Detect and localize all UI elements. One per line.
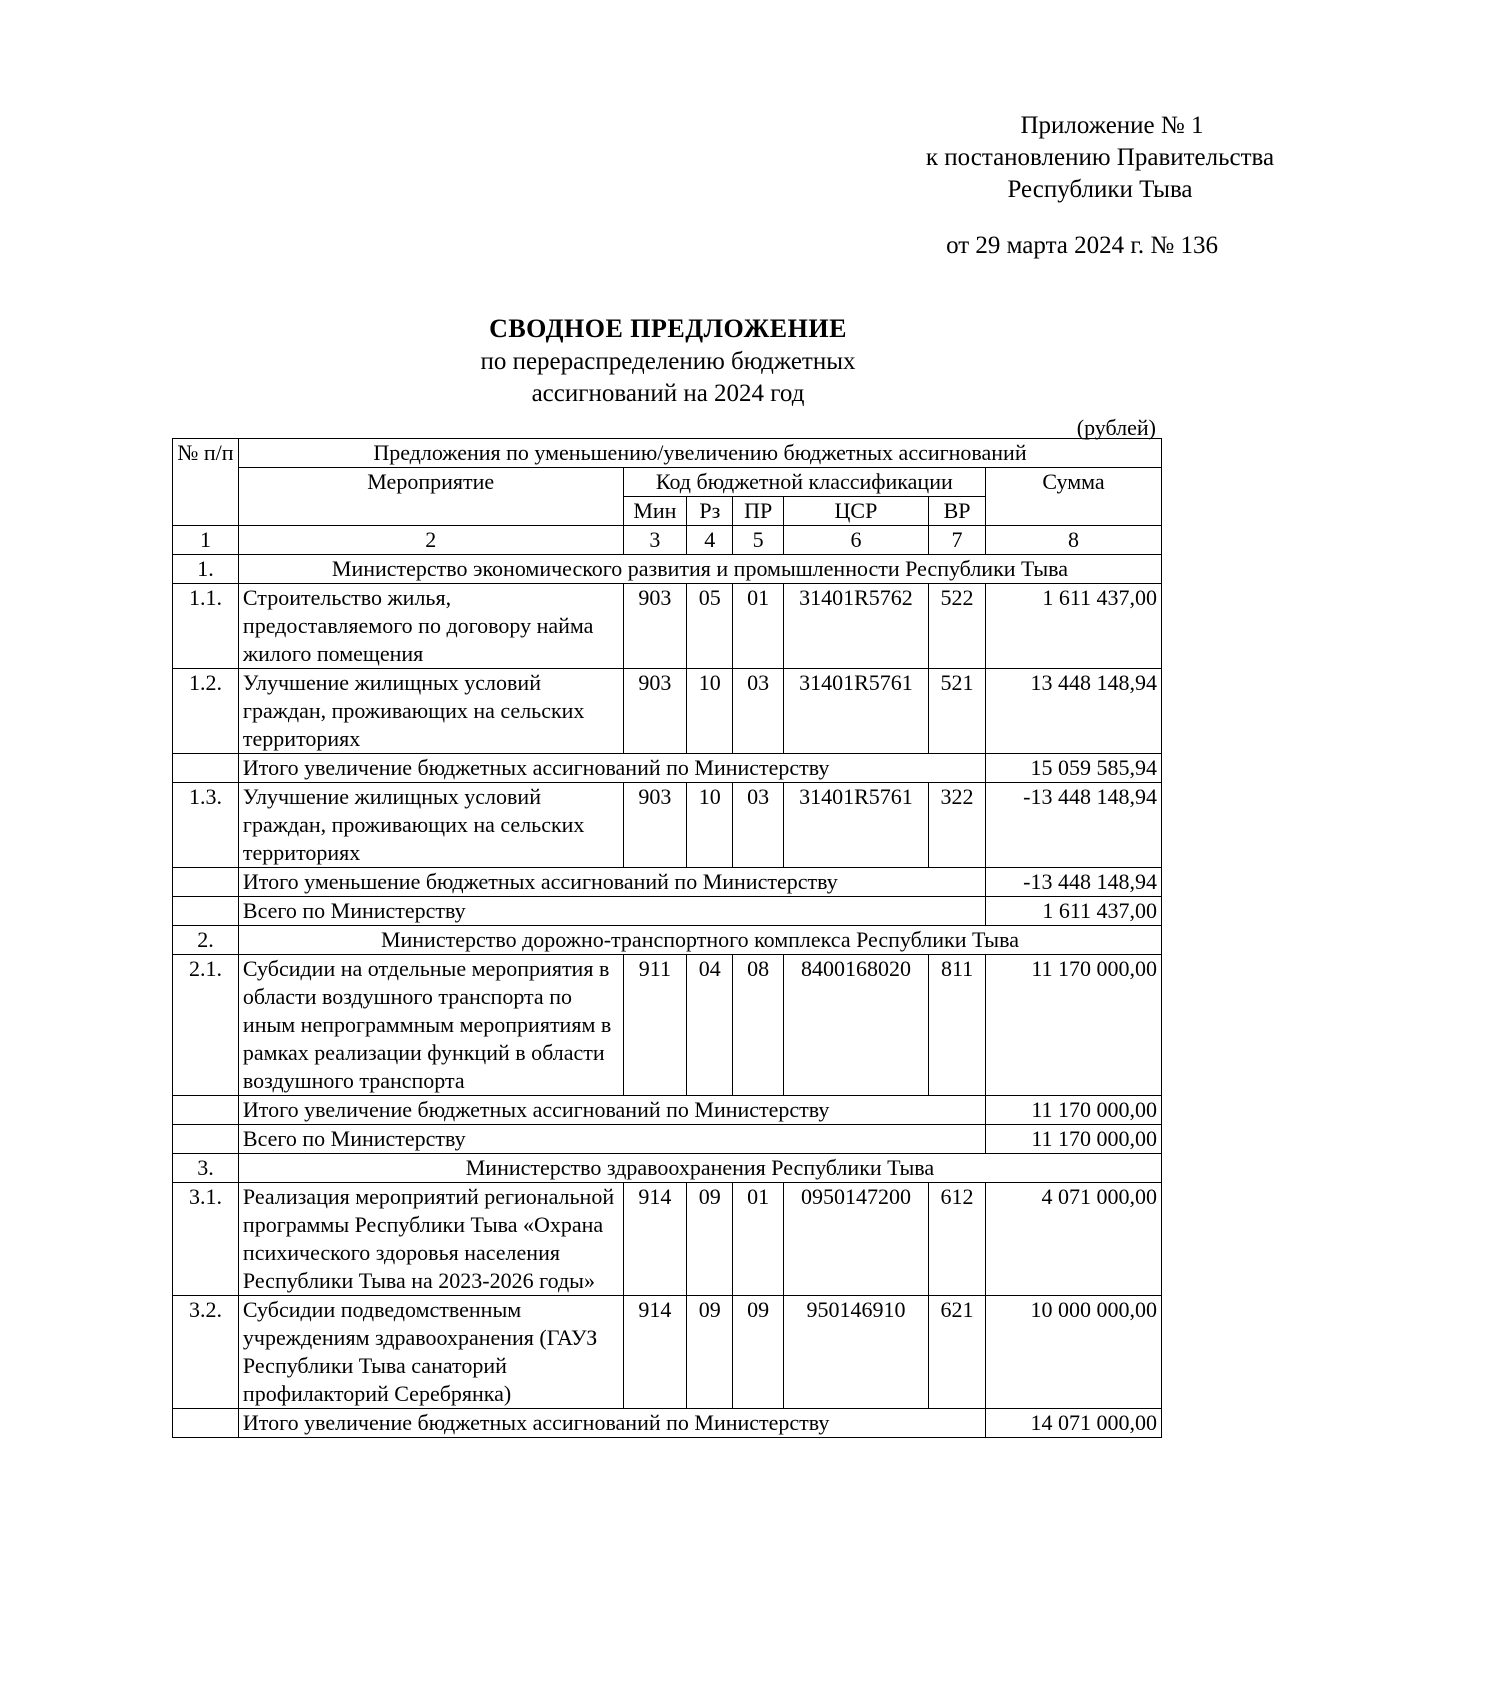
row-pr: 08 xyxy=(733,955,784,1096)
row-vr: 612 xyxy=(928,1183,985,1296)
header-csr: ЦСР xyxy=(783,497,928,526)
header-sum: Сумма xyxy=(986,468,1162,526)
row-event: Улучшение жилищных условий граждан, проживающих на сельских территориях xyxy=(238,783,623,868)
row-sum: 4 071 000,00 xyxy=(986,1183,1162,1296)
table-row xyxy=(173,783,1162,868)
table-row xyxy=(173,1183,1162,1296)
unit-label: (рублей) xyxy=(1076,415,1156,440)
row-number: 1.1. xyxy=(173,584,239,669)
row-pr: 01 xyxy=(733,1183,784,1296)
row-csr: 8400168020 xyxy=(783,955,928,1096)
colnum: 7 xyxy=(928,526,985,555)
table-row xyxy=(173,669,1162,754)
header-min: Мин xyxy=(623,497,687,526)
table-row xyxy=(173,584,1162,669)
document-title xyxy=(168,312,1168,410)
section-row xyxy=(173,926,1162,955)
row-number: 1.3. xyxy=(173,783,239,868)
row-csr: 31401R5761 xyxy=(783,669,928,754)
total-label: Итого увеличение бюджетных ассигнований по Министерству xyxy=(238,1409,985,1438)
section-number: 3. xyxy=(173,1154,239,1183)
row-sum: 13 448 148,94 xyxy=(986,669,1162,754)
total-label: Итого увеличение бюджетных ассигнований по Министерству xyxy=(238,1096,985,1125)
row-number: 3.2. xyxy=(173,1296,239,1409)
row-event: Субсидии на отдельные мероприятия в области воздушного транспорта по иным непрограммным мероприятиям в рамках реализации функций в области воздушного транспорта xyxy=(238,955,623,1096)
row-rz: 05 xyxy=(687,584,733,669)
row-min: 903 xyxy=(623,584,687,669)
total-label: Всего по Министерству xyxy=(238,1125,985,1154)
header-rz: Рз xyxy=(687,497,733,526)
section-number: 1. xyxy=(173,555,239,584)
total-increase-row xyxy=(173,754,1162,783)
total-decrease-row xyxy=(173,868,1162,897)
row-csr: 0950147200 xyxy=(783,1183,928,1296)
header-pr: ПР xyxy=(733,497,784,526)
total-sum: -13 448 148,94 xyxy=(986,868,1162,897)
section-number: 2. xyxy=(173,926,239,955)
total-label: Итого уменьшение бюджетных ассигнований по Министерству xyxy=(238,868,985,897)
appendix-number: Приложение № 1 xyxy=(1020,112,1204,139)
row-vr: 322 xyxy=(928,783,985,868)
section-row xyxy=(173,555,1162,584)
title-sub-2: ассигнований на 2024 год xyxy=(531,380,805,407)
row-vr: 521 xyxy=(928,669,985,754)
colnum: 3 xyxy=(623,526,687,555)
empty-cell xyxy=(173,1125,239,1154)
appendix-date: от 29 марта 2024 г. № 136 xyxy=(946,232,1218,259)
appendix-resolution: к постановлению Правительства xyxy=(925,144,1275,171)
empty-cell xyxy=(173,1409,239,1438)
budget-table xyxy=(172,438,1162,1438)
colnum: 2 xyxy=(238,526,623,555)
appendix-republic: Республики Тыва xyxy=(1007,176,1193,203)
header-colnums xyxy=(173,526,1162,555)
row-pr: 09 xyxy=(733,1296,784,1409)
header-row-2 xyxy=(173,468,1162,497)
total-increase-row xyxy=(173,1409,1162,1438)
row-min: 903 xyxy=(623,669,687,754)
row-min: 911 xyxy=(623,955,687,1096)
section-name: Министерство дорожно-транспортного комплекса Республики Тыва xyxy=(238,926,1161,955)
header-code: Код бюджетной классификации xyxy=(623,468,986,497)
colnum: 4 xyxy=(687,526,733,555)
colnum: 8 xyxy=(986,526,1162,555)
title-sub-1: по перераспределению бюджетных xyxy=(480,348,856,375)
header-no: № п/п xyxy=(173,439,239,526)
empty-cell xyxy=(173,1096,239,1125)
section-name: Министерство экономического развития и промышленности Республики Тыва xyxy=(238,555,1161,584)
row-sum: -13 448 148,94 xyxy=(986,783,1162,868)
total-sum: 1 611 437,00 xyxy=(986,897,1162,926)
total-sum: 15 059 585,94 xyxy=(986,754,1162,783)
row-vr: 811 xyxy=(928,955,985,1096)
row-vr: 522 xyxy=(928,584,985,669)
row-min: 903 xyxy=(623,783,687,868)
row-min: 914 xyxy=(623,1296,687,1409)
total-sum: 11 170 000,00 xyxy=(986,1125,1162,1154)
title-main: СВОДНОЕ ПРЕДЛОЖЕНИЕ xyxy=(489,314,847,343)
empty-cell xyxy=(173,897,239,926)
row-event: Реализация мероприятий региональной программы Республики Тыва «Охрана психического здоровья населения Республики Тыва на 2023-2026 годы» xyxy=(238,1183,623,1296)
row-sum: 10 000 000,00 xyxy=(986,1296,1162,1409)
row-sum: 11 170 000,00 xyxy=(986,955,1162,1096)
header-proposals: Предложения по уменьшению/увеличению бюджетных ассигнований xyxy=(238,439,1161,468)
row-vr: 621 xyxy=(928,1296,985,1409)
header-event: Мероприятие xyxy=(238,468,623,526)
row-rz: 09 xyxy=(687,1183,733,1296)
row-event: Субсидии подведомственным учреждениям здравоохранения (ГАУЗ Республики Тыва санаторий профилакторий Серебрянка) xyxy=(238,1296,623,1409)
empty-cell xyxy=(173,754,239,783)
row-csr: 950146910 xyxy=(783,1296,928,1409)
total-increase-row xyxy=(173,1096,1162,1125)
row-number: 1.2. xyxy=(173,669,239,754)
appendix-block xyxy=(0,110,1275,262)
row-rz: 09 xyxy=(687,1296,733,1409)
row-pr: 01 xyxy=(733,584,784,669)
section-name: Министерство здравоохранения Республики Тыва xyxy=(238,1154,1161,1183)
total-sum: 11 170 000,00 xyxy=(986,1096,1162,1125)
row-csr: 31401R5762 xyxy=(783,584,928,669)
row-sum: 1 611 437,00 xyxy=(986,584,1162,669)
row-rz: 10 xyxy=(687,669,733,754)
row-event: Улучшение жилищных условий граждан, проживающих на сельских территориях xyxy=(238,669,623,754)
row-pr: 03 xyxy=(733,669,784,754)
total-sum: 14 071 000,00 xyxy=(986,1409,1162,1438)
total-label: Всего по Министерству xyxy=(238,897,985,926)
row-number: 2.1. xyxy=(173,955,239,1096)
header-row-1 xyxy=(173,439,1162,468)
section-row xyxy=(173,1154,1162,1183)
header-vr: ВР xyxy=(928,497,985,526)
table-row xyxy=(173,1296,1162,1409)
row-csr: 31401R5761 xyxy=(783,783,928,868)
colnum: 5 xyxy=(733,526,784,555)
row-rz: 10 xyxy=(687,783,733,868)
total-all-row xyxy=(173,897,1162,926)
table-row xyxy=(173,955,1162,1096)
colnum: 1 xyxy=(173,526,239,555)
empty-cell xyxy=(173,868,239,897)
row-number: 3.1. xyxy=(173,1183,239,1296)
row-min: 914 xyxy=(623,1183,687,1296)
row-pr: 03 xyxy=(733,783,784,868)
row-event: Строительство жилья, предоставляемого по договору найма жилого помещения xyxy=(238,584,623,669)
total-all-row xyxy=(173,1125,1162,1154)
colnum: 6 xyxy=(783,526,928,555)
row-rz: 04 xyxy=(687,955,733,1096)
total-label: Итого увеличение бюджетных ассигнований по Министерству xyxy=(238,754,985,783)
